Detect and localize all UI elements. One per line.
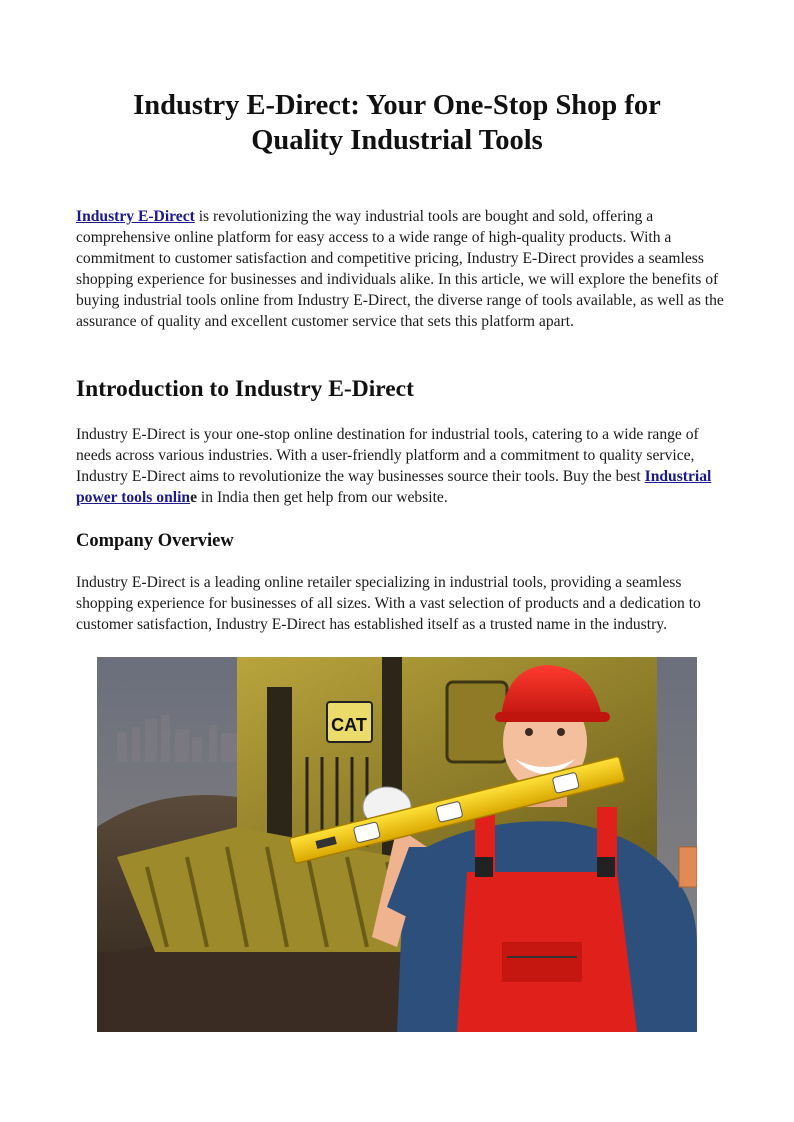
introduction-text: Industry E-Direct is your one-stop online destination for industrial tools, catering to a wide range of needs across various industries. With a user-friendly platform and a commitment to quality service, Industry E-Direct aims to revolutionize the way businesses source their tools. Buy the best	[76, 426, 699, 485]
power-tools-link[interactable]: Industrial power tools onlin	[76, 468, 712, 506]
intro-paragraph	[76, 206, 726, 332]
cat-plate-text: CAT	[331, 715, 367, 735]
introduction-paragraph	[76, 424, 726, 508]
industry-edirect-link[interactable]: Industry E-Direct	[76, 208, 195, 225]
article-title: Industry E-Direct: Your One-Stop Shop for Quality Industrial Tools	[133, 90, 661, 156]
company-overview-paragraph: Industry E-Direct is a leading online retailer specializing in industrial tools, providing a seamless shopping experience for businesses of all sizes. With a vast selection of products and a dedication to customer satisfaction, Industry E-Direct has established itself as a trusted name in the industry.	[76, 574, 701, 633]
power-tools-link-tail: e	[190, 489, 198, 506]
section-heading-company-overview: Company Overview	[76, 531, 234, 551]
worker-hero-image	[97, 657, 697, 1032]
introduction-text-end: in India then get help from our website.	[197, 489, 448, 506]
worker-illustration	[97, 657, 697, 1032]
section-heading-introduction: Introduction to Industry E-Direct	[76, 376, 414, 402]
intro-text: is revolutionizing the way industrial tools are bought and sold, offering a comprehensive online platform for easy access to a wide range of high-quality products. With a commitment to customer satisfaction and competitive pricing, Industry E-Direct provides a seamless shopping experience for businesses and individuals alike. In this article, we will explore the benefits of buying industrial tools online from Industry E-Direct, the diverse range of tools available, as well as the assurance of quality and excellent customer service that sets this platform apart.	[76, 208, 724, 330]
